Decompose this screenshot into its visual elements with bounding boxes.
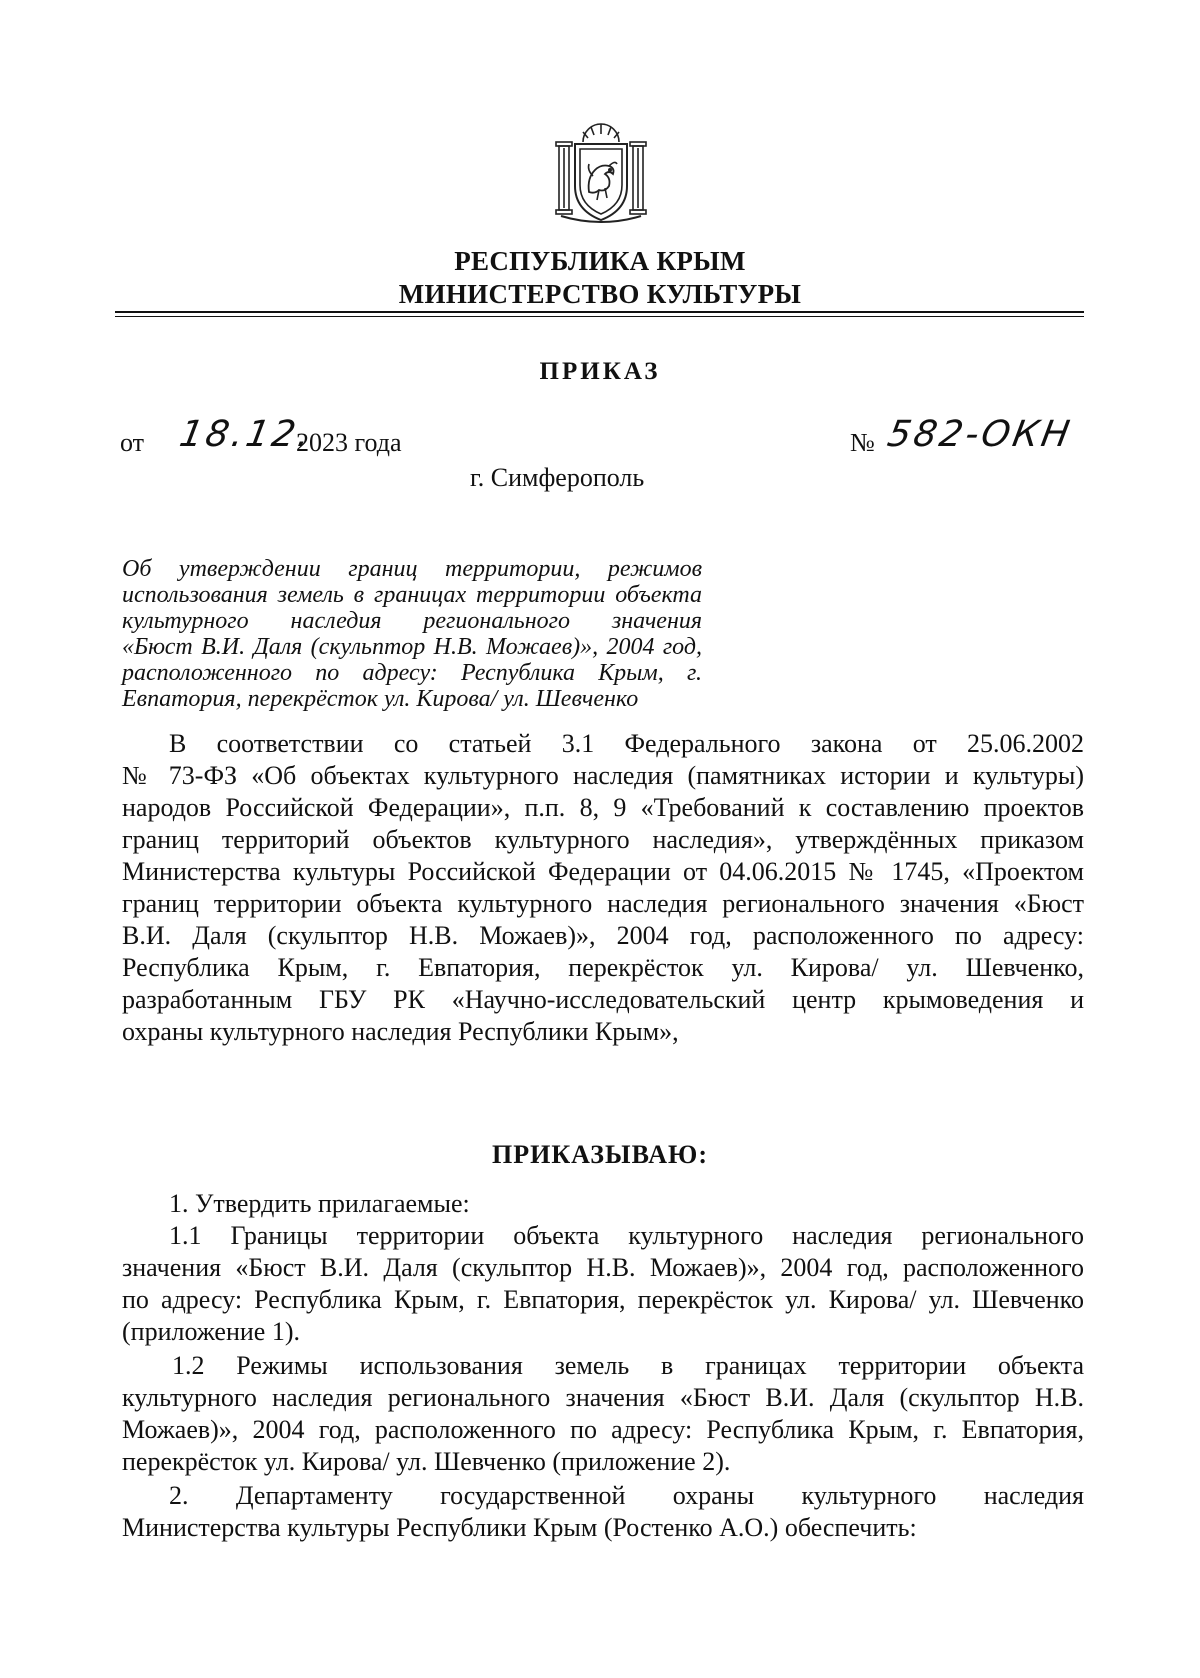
header-rule-thin (115, 316, 1084, 317)
number-prefix: № (850, 428, 875, 457)
order-heading: ПРИКАЗЫВАЮ: (492, 1140, 708, 1169)
order-subject: Об утверждении границ территории, режимов использования земель в границах территории объекта культурного наследия регионального значения «Бюст В.И. Даля (скульптор Н.В. Можаев)», 2004 год, расположенного по адресу: Республика Крым, г. Евпатория, перекрёсток ул. Кирова/ ул. Шевченко (122, 556, 702, 712)
date-handwritten: 18.12. (176, 414, 317, 455)
number-handwritten: 582-ОКН (884, 414, 1076, 455)
city: г. Симферополь (470, 463, 645, 492)
header-ministry: МИНИСТЕРСТВО КУЛЬТУРЫ (398, 279, 802, 309)
header-republic: РЕСПУБЛИКА КРЫМ (454, 246, 746, 276)
item-1: 1. Утвердить прилагаемые: (169, 1189, 470, 1218)
date-year: 2023 года (296, 428, 402, 457)
item-1-1: 1.1 Границы территории объекта культурного наследия регионального значения «Бюст В.И. Даля (скульптор Н.В. Можаев)», 2004 год, расположенного по адресу: Республика Крым, г. Евпатория, перекрёсток ул. Кирова/ ул. Шевченко (приложение 1). (122, 1221, 1084, 1346)
header-rule-thick (115, 311, 1084, 313)
item-2: 2. Департаменту государственной охраны культурного наследия Министерства культуры Республики Крым (Ростенко А.О.) обеспечить: (122, 1481, 1084, 1542)
document-type-title: ПРИКАЗ (539, 358, 661, 385)
date-prefix: от (120, 428, 145, 457)
preamble: В соответствии со статьей 3.1 Федерального закона от 25.06.2002 № 73-ФЗ «Об объектах культурного наследия (памятниках истории и культуры) народов Российской Федерации», п.п. 8, 9 «Требований к составлению проектов границ территорий объектов культурного наследия», утверждённых приказом Министерства культуры Российской Федерации от 04.06.2015 № 1745, «Проектом границ территории объекта культурного наследия регионального значения «Бюст В.И. Даля (скульптор Н.В. Можаев)», 2004 год, расположенного по адресу: Республика Крым, г. Евпатория, перекрёсток ул. Кирова/ ул. Шевченко, разработанным ГБУ РК «Научно-исследовательский центр крымоведения и охраны культурного наследия Республики Крым», (122, 729, 1084, 1046)
coat-of-arms-emblem (553, 120, 649, 228)
item-1-2: 1.2 Режимы использования земель в границах территории объекта культурного наследия регионального значения «Бюст В.И. Даля (скульптор Н.В. Можаев)», 2004 год, расположенного по адресу: Республика Крым, г. Евпатория, перекрёсток ул. Кирова/ ул. Шевченко (приложение 2). (122, 1351, 1084, 1476)
